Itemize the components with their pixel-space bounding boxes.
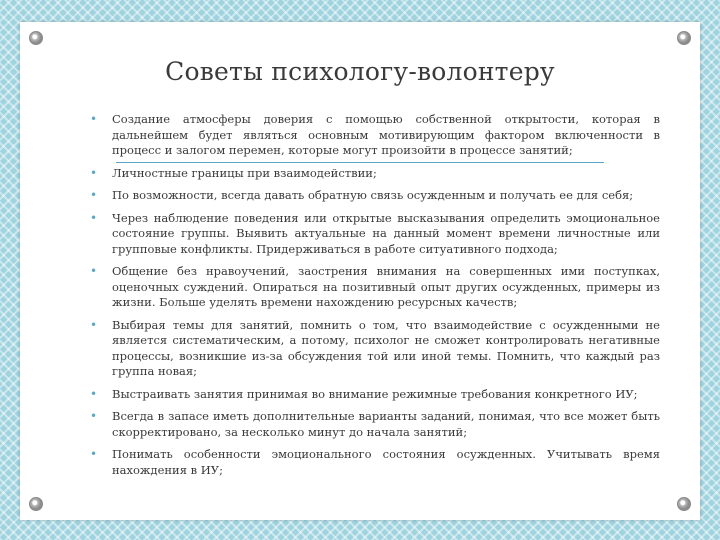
list-item: • Личностные границы при взаимодействии; — [90, 166, 660, 182]
list-item: • Через наблюдение поведения или открытые высказывания определить эмоциональное состояние группы. Выявить актуальные на данный момент времени личностные или групповые конфликты. Придерживаться в работе ситуативного подхода; — [90, 211, 660, 258]
corner-rivet-icon — [677, 31, 691, 45]
list-item: • Создание атмосферы доверия с помощью собственной открытости, которая в дальнейшем будет являться основным мотивирующим фактором включенности в процесс и залогом перемен, которые могут произойти в процессе занятий; — [90, 112, 660, 159]
list-item: • Выстраивать занятия принимая во внимание режимные требования конкретного ИУ; — [90, 387, 660, 403]
list-item: • Выбирая темы для занятий, помнить о том, что взаимодействие с осужденными не является систематическим, а потому, психолог не сможет контролировать негативные процессы, возникшие из-за обсуждения той или иной темы. Помнить, что каждый раз группа новая; — [90, 318, 660, 380]
slide-title: Советы психологу-волонтеру — [165, 57, 555, 86]
list-item: • Понимать особенности эмоционального состояния осужденных. Учитывать время нахождения в ИУ; — [90, 447, 660, 478]
bullet-list — [90, 112, 660, 478]
corner-rivet-icon — [677, 497, 691, 511]
list-item: • По возможности, всегда давать обратную связь осужденным и получать ее для себя; — [90, 188, 660, 204]
list-item: • Всегда в запасе иметь дополнительные варианты заданий, понимая, что все может быть скорректировано, за несколько минут до начала занятий; — [90, 409, 660, 440]
corner-rivet-icon — [29, 497, 43, 511]
list-item: • Общение без нравоучений, заострения внимания на совершенных ими поступках, оценочных суждений. Опираться на позитивный опыт других осужденных, примеры из жизни. Больше уделять времени нахождению ресурсных качеств; — [90, 264, 660, 311]
slide-card — [20, 22, 700, 520]
corner-rivet-icon — [29, 31, 43, 45]
